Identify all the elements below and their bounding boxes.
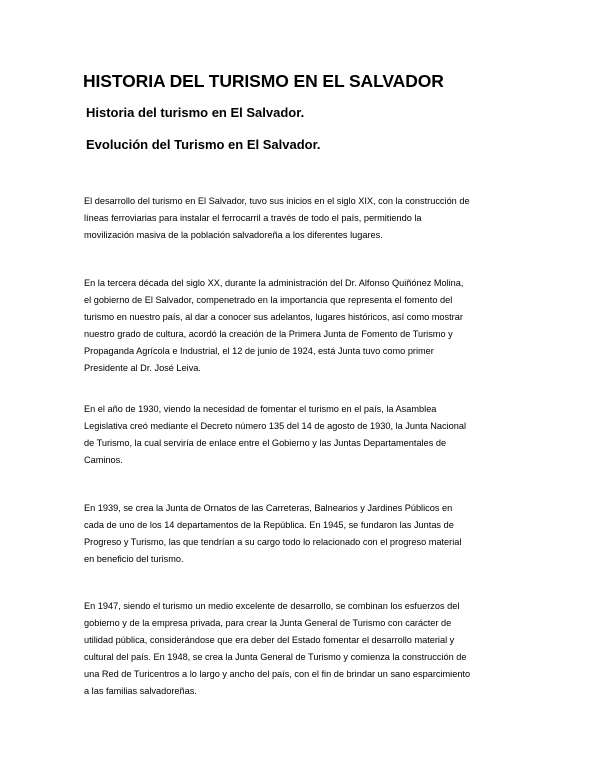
paragraph-line: Legislativa creó mediante el Decreto número 135 del 14 de agosto de 1930, la Junta Nacional — [84, 421, 467, 431]
paragraph-1930 — [84, 401, 524, 469]
paragraph-line: de Turismo, la cual serviría de enlace entre el Gobierno y las Juntas Departamentales de — [84, 438, 447, 448]
paragraph-line: líneas ferroviarias para instalar el ferrocarril a través de todo el país, permitiendo la — [84, 213, 422, 223]
paragraph-line: En 1939, se crea la Junta de Ornatos de las Carreteras, Balnearios y Jardines Públicos en — [84, 503, 453, 513]
paragraph-line: Caminos. — [84, 455, 123, 465]
document-title: HISTORIA DEL TURISMO EN EL SALVADOR — [83, 71, 444, 91]
paragraph-line: a las familias salvadoreñas. — [84, 686, 197, 696]
paragraph-line: cultural del país. En 1948, se crea la Junta General de Turismo y comienza la construcción de — [84, 652, 467, 662]
paragraph-line: El desarrollo del turismo en El Salvador, tuvo sus inicios en el siglo XIX, con la construcción de — [84, 196, 470, 206]
paragraph-line: movilización masiva de la población salvadoreña a los diferentes lugares. — [84, 230, 383, 240]
paragraph-line: nuestro grado de cultura, acordó la creación de la Primera Junta de Fomento de Turismo y — [84, 329, 453, 339]
paragraph-line: una Red de Turicentros a lo largo y ancho del país, con el fin de brindar un sano esparcimiento — [84, 669, 471, 679]
paragraph-line: En la tercera década del siglo XX, durante la administración del Dr. Alfonso Quiñónez Molina, — [84, 278, 464, 288]
paragraph-line: turismo en nuestro país, al dar a conocer sus adelantos, lugares históricos, así como mostrar — [84, 312, 463, 322]
paragraph-line: el gobierno de El Salvador, compenetrado en la importancia que representa el fomento del — [84, 295, 453, 305]
subtitle-historia: Historia del turismo en El Salvador. — [86, 105, 305, 120]
paragraph-1947 — [84, 598, 524, 700]
subtitle-evolucion: Evolución del Turismo en El Salvador. — [86, 137, 321, 152]
paragraph-line: Propaganda Agrícola e Industrial, el 12 de junio de 1924, está Junta tuvo como primer — [84, 346, 434, 356]
paragraph-siglo-xix — [84, 193, 524, 244]
paragraph-line: En 1947, siendo el turismo un medio excelente de desarrollo, se combinan los esfuerzos del — [84, 601, 460, 611]
paragraph-line: Presidente al Dr. José Leiva. — [84, 363, 201, 373]
paragraph-line: en beneficio del turismo. — [84, 554, 184, 564]
paragraph-line: Progreso y Turismo, las que tendrían a su cargo todo lo relacionado con el progreso material — [84, 537, 462, 547]
paragraph-line: gobierno y de la empresa privada, para crear la Junta General de Turismo con carácter de — [84, 618, 452, 628]
paragraph-line: En el año de 1930, viendo la necesidad de fomentar el turismo en el país, la Asamblea — [84, 404, 437, 414]
paragraph-siglo-xx — [84, 275, 524, 377]
paragraph-1939 — [84, 500, 524, 568]
paragraph-line: utilidad pública, considerándose que era deber del Estado fomentar el desarrollo material y — [84, 635, 455, 645]
paragraph-line: cada de uno de los 14 departamentos de la República. En 1945, se fundaron las Juntas de — [84, 520, 454, 530]
